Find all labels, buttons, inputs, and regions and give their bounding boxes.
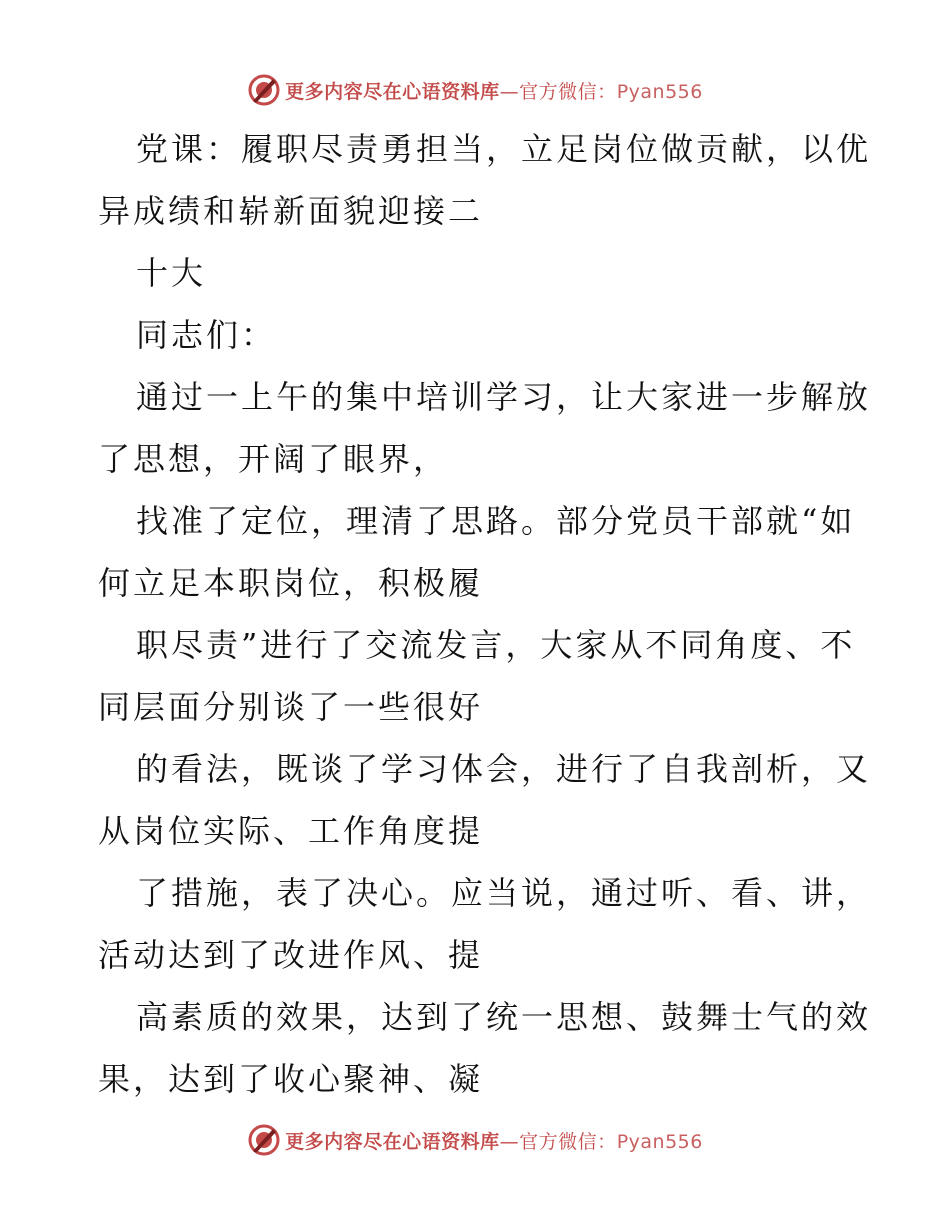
title-line-2: 异成绩和崭新面貌迎接二 <box>98 192 484 230</box>
paragraph-line: 了思想，开阔了眼界， <box>98 440 449 478</box>
watermark-dash: — <box>499 80 520 103</box>
footer-watermark <box>0 1120 950 1160</box>
document-body <box>98 118 872 1110</box>
quill-seal-icon <box>247 73 281 107</box>
watermark-wechat-id: Pyan556 <box>616 1130 703 1153</box>
paragraph-line: 通过一上午的集中培训学习，让大家进一步解放 <box>136 378 872 416</box>
paragraph-line: 找准了定位，理清了思路。部分党员干部就“如 <box>136 502 856 540</box>
watermark-wechat-id: Pyan556 <box>616 80 703 103</box>
watermark-dash: — <box>499 1130 520 1153</box>
paragraph-line: 从岗位实际、工作角度提 <box>98 812 484 850</box>
salutation: 同志们： <box>136 316 277 354</box>
paragraph-line: 高素质的效果，达到了统一思想、鼓舞士气的效 <box>136 998 872 1036</box>
quill-seal-icon <box>247 1123 281 1157</box>
paragraph-line: 的看法，既谈了学习体会，进行了自我剖析，又 <box>136 750 872 788</box>
header-watermark <box>0 70 950 110</box>
watermark-main-text: 更多内容尽在心语资料库 <box>285 80 500 103</box>
watermark-main-text: 更多内容尽在心语资料库 <box>285 1130 500 1153</box>
paragraph-line: 何立足本职岗位，积极履 <box>98 564 484 602</box>
paragraph-line: 活动达到了改进作风、提 <box>98 936 484 974</box>
title-line-3: 十大 <box>136 254 207 292</box>
paragraph-line: 了措施，表了决心。应当说，通过听、看、讲， <box>136 874 872 912</box>
watermark-wechat-label: 官方微信： <box>519 80 617 103</box>
paragraph-line: 同层面分别谈了一些很好 <box>98 688 484 726</box>
paragraph-line: 职尽责”进行了交流发言，大家从不同角度、不 <box>136 626 856 664</box>
title-line-1: 党课：履职尽责勇担当，立足岗位做贡献，以优 <box>136 130 872 168</box>
paragraph-line: 果，达到了收心聚神、凝 <box>98 1060 484 1098</box>
watermark-wechat-label: 官方微信： <box>519 1130 617 1153</box>
